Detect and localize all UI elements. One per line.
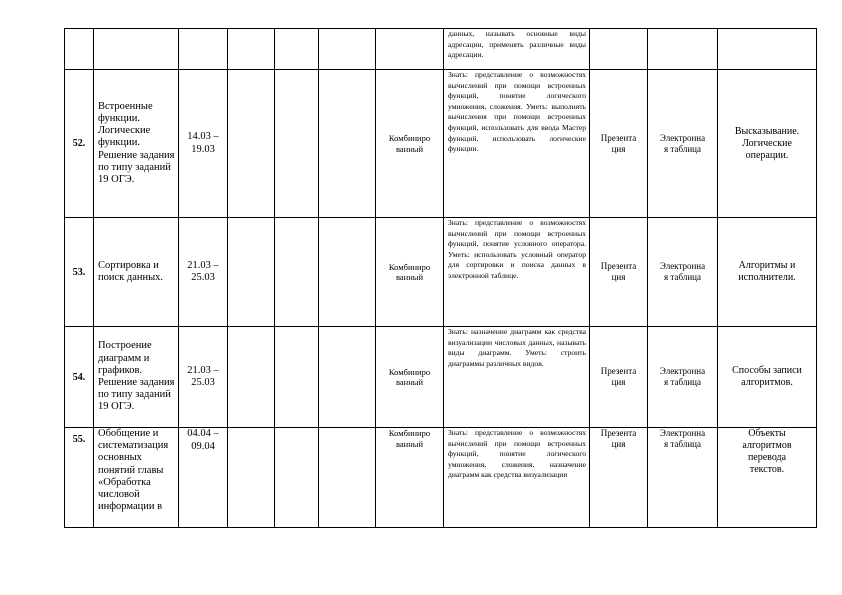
- lesson-repeat: Алгоритмы и исполнители.: [718, 218, 817, 327]
- empty-cell: [275, 29, 319, 70]
- empty-cell: [319, 218, 376, 327]
- empty-cell: [319, 29, 376, 70]
- empty-cell: [228, 428, 275, 528]
- lesson-topic: [94, 29, 179, 70]
- lesson-type: Комбиниро ванный: [376, 327, 444, 428]
- lesson-date: [179, 29, 228, 70]
- lesson-ict: Электронна я таблица: [648, 327, 718, 428]
- lesson-skills: данных, называть основные виды адресации, применять различные виды адресации.: [444, 29, 590, 70]
- lesson-number: [65, 29, 94, 70]
- lesson-resource: [590, 29, 648, 70]
- lesson-skills: Знать: представление о возможностях вычислений при помощи встроенных функций, понятие логического умножения, сложения. Уметь: выполнять вычисления при помощи встроенных функций, использовать для ввода Мастер функций, использовать логические функции.: [444, 70, 590, 218]
- empty-cell: [228, 70, 275, 218]
- lesson-resource: Презента ция: [590, 218, 648, 327]
- lesson-ict: Электронна я таблица: [648, 428, 718, 528]
- lesson-repeat: Способы записи алгоритмов.: [718, 327, 817, 428]
- empty-cell: [275, 327, 319, 428]
- lesson-ict: [648, 29, 718, 70]
- lesson-topic: Сортировка и поиск данных.: [94, 218, 179, 327]
- lesson-repeat: Высказывание. Логические операции.: [718, 70, 817, 218]
- lesson-plan-table: [64, 28, 817, 528]
- table-row: [65, 218, 817, 327]
- lesson-skills: Знать: назначение диаграмм как средства визуализации числовых данных, называть виды диаграмм. Уметь: строить диаграммы различных видов.: [444, 327, 590, 428]
- lesson-resource: Презента ция: [590, 428, 648, 528]
- table-row: [65, 29, 817, 70]
- lesson-repeat: Объекты алгоритмов перевода текстов.: [718, 428, 817, 528]
- empty-cell: [319, 327, 376, 428]
- lesson-ict: Электронна я таблица: [648, 218, 718, 327]
- empty-cell: [275, 428, 319, 528]
- lesson-topic: Обобщение и систематизация основных понятий главы «Обработка числовой информации в: [94, 428, 179, 528]
- lesson-resource: Презента ция: [590, 70, 648, 218]
- lesson-type: Комбиниро ванный: [376, 70, 444, 218]
- empty-cell: [275, 70, 319, 218]
- table-row: [65, 327, 817, 428]
- lesson-number: 55.: [65, 428, 94, 528]
- lesson-date: 14.03 – 19.03: [179, 70, 228, 218]
- table-row: [65, 428, 817, 528]
- lesson-resource: Презента ция: [590, 327, 648, 428]
- lesson-topic: Встроенные функции. Логические функции. Решение задания по типу заданий 19 ОГЭ.: [94, 70, 179, 218]
- lesson-type: Комбиниро ванный: [376, 428, 444, 528]
- lesson-number: 54.: [65, 327, 94, 428]
- lesson-number: 52.: [65, 70, 94, 218]
- empty-cell: [228, 218, 275, 327]
- lesson-skills: Знать: представление о возможностях вычислений при помощи встроенных функций, понятие логического умножения, сложения, назначение диаграмм как средства визуализации: [444, 428, 590, 528]
- lesson-type: [376, 29, 444, 70]
- lesson-date: 21.03 – 25.03: [179, 327, 228, 428]
- lesson-date: 04.04 – 09.04: [179, 428, 228, 528]
- lesson-date: 21.03 – 25.03: [179, 218, 228, 327]
- empty-cell: [228, 29, 275, 70]
- lesson-ict: Электронна я таблица: [648, 70, 718, 218]
- lesson-skills: Знать: представление о возможностях вычислений при помощи встроенных функций, понятие условного оператора. Уметь: использовать условный оператор для сортировки и поиска данных в электронной таблице.: [444, 218, 590, 327]
- empty-cell: [319, 70, 376, 218]
- lesson-repeat: [718, 29, 817, 70]
- table-row: [65, 70, 817, 218]
- lesson-type: Комбиниро ванный: [376, 218, 444, 327]
- empty-cell: [228, 327, 275, 428]
- empty-cell: [275, 218, 319, 327]
- empty-cell: [319, 428, 376, 528]
- lesson-topic: Построение диаграмм и графиков. Решение задания по типу заданий 19 ОГЭ.: [94, 327, 179, 428]
- lesson-number: 53.: [65, 218, 94, 327]
